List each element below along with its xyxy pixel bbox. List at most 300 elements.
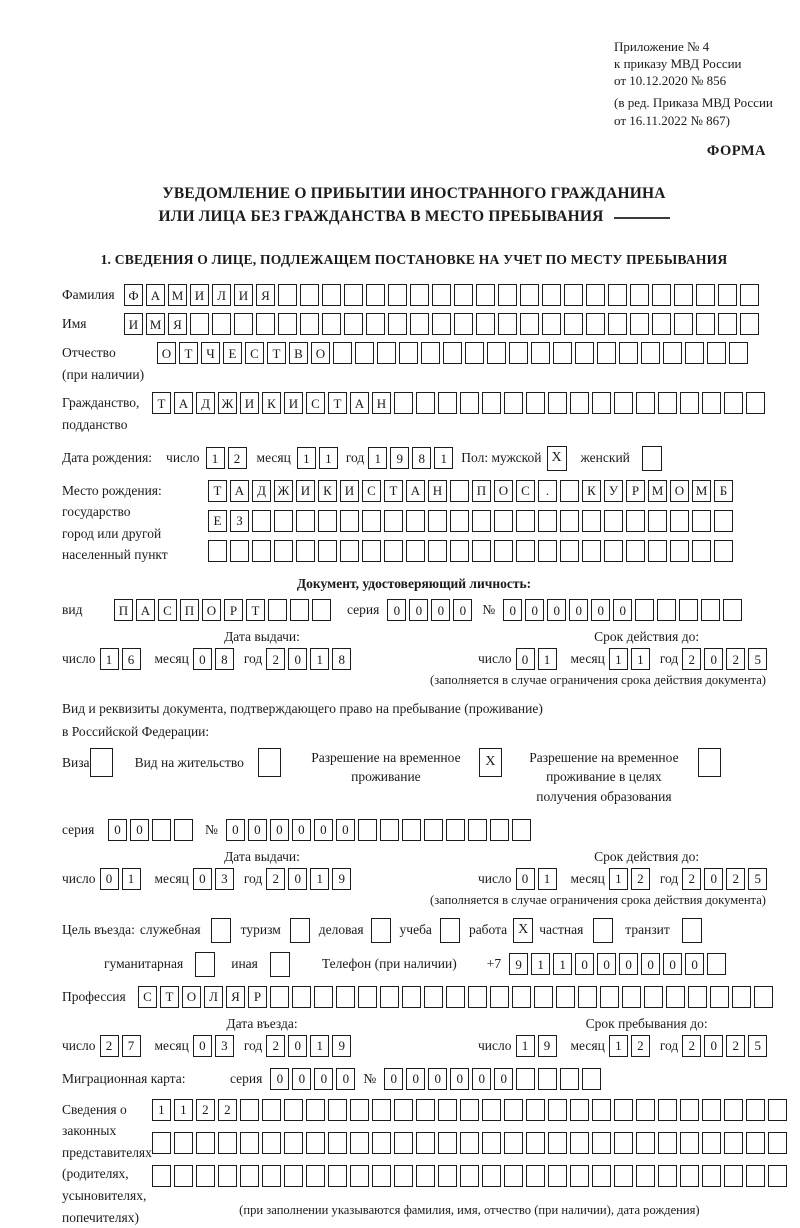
- char-box[interactable]: [685, 342, 704, 364]
- char-box[interactable]: 2: [100, 1035, 119, 1057]
- char-box[interactable]: [746, 1099, 765, 1121]
- char-box[interactable]: К: [262, 392, 281, 414]
- char-box[interactable]: 2: [228, 447, 247, 469]
- char-box[interactable]: О: [182, 986, 201, 1008]
- char-box[interactable]: 0: [288, 868, 307, 890]
- char-box[interactable]: [718, 284, 737, 306]
- char-box[interactable]: [380, 986, 399, 1008]
- char-box[interactable]: [696, 313, 715, 335]
- char-box[interactable]: [520, 284, 539, 306]
- char-box[interactable]: 0: [130, 819, 149, 841]
- char-box[interactable]: [284, 1099, 303, 1121]
- char-box[interactable]: О: [202, 599, 221, 621]
- char-box[interactable]: 8: [215, 648, 234, 670]
- char-box[interactable]: 6: [122, 648, 141, 670]
- char-box[interactable]: Ж: [274, 480, 293, 502]
- char-box[interactable]: 2: [218, 1099, 237, 1121]
- char-box[interactable]: [586, 284, 605, 306]
- char-box[interactable]: [268, 599, 287, 621]
- char-box[interactable]: [746, 1165, 765, 1187]
- char-box[interactable]: [608, 284, 627, 306]
- char-box[interactable]: 0: [248, 819, 267, 841]
- char-box[interactable]: 0: [226, 819, 245, 841]
- char-box[interactable]: С: [158, 599, 177, 621]
- char-box[interactable]: [740, 284, 759, 306]
- char-box[interactable]: П: [114, 599, 133, 621]
- char-box[interactable]: [534, 986, 553, 1008]
- char-box[interactable]: [630, 284, 649, 306]
- char-box[interactable]: [498, 313, 517, 335]
- char-box[interactable]: Р: [248, 986, 267, 1008]
- char-box[interactable]: А: [406, 480, 425, 502]
- char-box[interactable]: [526, 392, 545, 414]
- representatives-row1[interactable]: [152, 1099, 787, 1121]
- char-box[interactable]: [582, 510, 601, 532]
- char-box[interactable]: [520, 313, 539, 335]
- char-box[interactable]: 0: [613, 599, 632, 621]
- char-box[interactable]: [240, 1132, 259, 1154]
- char-box[interactable]: [658, 1132, 677, 1154]
- char-box[interactable]: [284, 1132, 303, 1154]
- char-box[interactable]: 2: [682, 868, 701, 890]
- char-box[interactable]: 9: [538, 1035, 557, 1057]
- char-box[interactable]: 2: [726, 1035, 745, 1057]
- residence-permit-checkbox[interactable]: [258, 748, 281, 777]
- char-box[interactable]: [350, 1132, 369, 1154]
- char-box[interactable]: [548, 1099, 567, 1121]
- sex-male-checkbox[interactable]: X: [547, 446, 567, 471]
- char-box[interactable]: [252, 540, 271, 562]
- char-box[interactable]: [284, 1165, 303, 1187]
- char-box[interactable]: 5: [748, 868, 767, 890]
- purpose-work-checkbox[interactable]: X: [513, 918, 533, 943]
- char-box[interactable]: 1: [516, 1035, 535, 1057]
- char-box[interactable]: 2: [196, 1099, 215, 1121]
- char-box[interactable]: [723, 599, 742, 621]
- char-box[interactable]: [424, 986, 443, 1008]
- char-box[interactable]: 2: [631, 1035, 650, 1057]
- residence-valid-year[interactable]: [682, 868, 767, 890]
- char-box[interactable]: 0: [704, 648, 723, 670]
- char-box[interactable]: [446, 986, 465, 1008]
- char-box[interactable]: [322, 284, 341, 306]
- char-box[interactable]: [542, 284, 561, 306]
- char-box[interactable]: [560, 480, 579, 502]
- char-box[interactable]: И: [340, 480, 359, 502]
- char-box[interactable]: [482, 1132, 501, 1154]
- char-box[interactable]: [512, 819, 531, 841]
- char-box[interactable]: [362, 540, 381, 562]
- birth-place-row1[interactable]: [208, 480, 733, 502]
- char-box[interactable]: [270, 986, 289, 1008]
- char-box[interactable]: [366, 313, 385, 335]
- char-box[interactable]: Н: [372, 392, 391, 414]
- char-box[interactable]: [438, 1165, 457, 1187]
- doc-valid-day[interactable]: [516, 648, 557, 670]
- representatives-row2[interactable]: [152, 1132, 787, 1154]
- char-box[interactable]: [399, 342, 418, 364]
- char-box[interactable]: 2: [726, 648, 745, 670]
- char-box[interactable]: [384, 540, 403, 562]
- char-box[interactable]: [740, 313, 759, 335]
- residence-series-boxes[interactable]: [108, 819, 193, 841]
- char-box[interactable]: [626, 540, 645, 562]
- char-box[interactable]: [710, 986, 729, 1008]
- char-box[interactable]: [652, 284, 671, 306]
- char-box[interactable]: 1: [152, 1099, 171, 1121]
- purpose-transit-checkbox[interactable]: [682, 918, 702, 943]
- char-box[interactable]: [174, 1165, 193, 1187]
- entry-month[interactable]: [193, 1035, 234, 1057]
- entry-day[interactable]: [100, 1035, 141, 1057]
- char-box[interactable]: [674, 313, 693, 335]
- char-box[interactable]: 1: [100, 648, 119, 670]
- char-box[interactable]: Д: [196, 392, 215, 414]
- char-box[interactable]: 9: [332, 868, 351, 890]
- char-box[interactable]: [516, 1068, 535, 1090]
- name-boxes[interactable]: [124, 313, 759, 335]
- char-box[interactable]: Л: [212, 284, 231, 306]
- temp-permit-checkbox[interactable]: X: [479, 748, 502, 777]
- char-box[interactable]: [702, 392, 721, 414]
- char-box[interactable]: [578, 986, 597, 1008]
- char-box[interactable]: [542, 313, 561, 335]
- char-box[interactable]: [262, 1099, 281, 1121]
- char-box[interactable]: [262, 1132, 281, 1154]
- char-box[interactable]: [377, 342, 396, 364]
- char-box[interactable]: [278, 313, 297, 335]
- entry-year[interactable]: [266, 1035, 351, 1057]
- char-box[interactable]: .: [538, 480, 557, 502]
- char-box[interactable]: [531, 342, 550, 364]
- char-box[interactable]: [482, 1099, 501, 1121]
- char-box[interactable]: [570, 392, 589, 414]
- char-box[interactable]: [487, 342, 506, 364]
- char-box[interactable]: [604, 510, 623, 532]
- char-box[interactable]: [450, 480, 469, 502]
- char-box[interactable]: [746, 392, 765, 414]
- char-box[interactable]: [432, 313, 451, 335]
- char-box[interactable]: К: [318, 480, 337, 502]
- char-box[interactable]: [350, 1099, 369, 1121]
- char-box[interactable]: [592, 1099, 611, 1121]
- char-box[interactable]: [702, 1165, 721, 1187]
- doc-series-boxes[interactable]: [387, 599, 472, 621]
- char-box[interactable]: [424, 819, 443, 841]
- char-box[interactable]: [394, 392, 413, 414]
- char-box[interactable]: [548, 1165, 567, 1187]
- char-box[interactable]: [707, 342, 726, 364]
- char-box[interactable]: [380, 819, 399, 841]
- char-box[interactable]: [450, 510, 469, 532]
- char-box[interactable]: П: [180, 599, 199, 621]
- profession-boxes[interactable]: [138, 986, 773, 1008]
- char-box[interactable]: [322, 313, 341, 335]
- char-box[interactable]: [416, 1165, 435, 1187]
- char-box[interactable]: [714, 540, 733, 562]
- char-box[interactable]: 1: [206, 447, 225, 469]
- char-box[interactable]: 1: [609, 648, 628, 670]
- char-box[interactable]: 0: [547, 599, 566, 621]
- char-box[interactable]: 9: [509, 953, 528, 975]
- char-box[interactable]: [344, 313, 363, 335]
- purpose-private-checkbox[interactable]: [593, 918, 613, 943]
- char-box[interactable]: 0: [575, 953, 594, 975]
- char-box[interactable]: [635, 599, 654, 621]
- char-box[interactable]: [300, 284, 319, 306]
- char-box[interactable]: 1: [368, 447, 387, 469]
- char-box[interactable]: 0: [663, 953, 682, 975]
- char-box[interactable]: [472, 510, 491, 532]
- char-box[interactable]: [494, 510, 513, 532]
- char-box[interactable]: 1: [553, 953, 572, 975]
- char-box[interactable]: [504, 392, 523, 414]
- char-box[interactable]: [416, 1099, 435, 1121]
- char-box[interactable]: 0: [494, 1068, 513, 1090]
- char-box[interactable]: [636, 1165, 655, 1187]
- char-box[interactable]: 1: [538, 868, 557, 890]
- char-box[interactable]: [670, 510, 689, 532]
- char-box[interactable]: 0: [569, 599, 588, 621]
- char-box[interactable]: [724, 1165, 743, 1187]
- char-box[interactable]: [696, 284, 715, 306]
- purpose-business-checkbox[interactable]: [371, 918, 391, 943]
- doc-kind-boxes[interactable]: [114, 599, 331, 621]
- char-box[interactable]: [556, 986, 575, 1008]
- char-box[interactable]: [344, 284, 363, 306]
- char-box[interactable]: [701, 599, 720, 621]
- char-box[interactable]: 0: [336, 819, 355, 841]
- char-box[interactable]: [702, 1099, 721, 1121]
- char-box[interactable]: [366, 284, 385, 306]
- char-box[interactable]: К: [582, 480, 601, 502]
- char-box[interactable]: [614, 1132, 633, 1154]
- char-box[interactable]: [648, 540, 667, 562]
- char-box[interactable]: [306, 1132, 325, 1154]
- char-box[interactable]: С: [516, 480, 535, 502]
- char-box[interactable]: [608, 313, 627, 335]
- char-box[interactable]: Ч: [201, 342, 220, 364]
- char-box[interactable]: Т: [152, 392, 171, 414]
- char-box[interactable]: [526, 1165, 545, 1187]
- char-box[interactable]: Р: [626, 480, 645, 502]
- char-box[interactable]: 3: [215, 868, 234, 890]
- char-box[interactable]: [362, 510, 381, 532]
- char-box[interactable]: [292, 986, 311, 1008]
- char-box[interactable]: 0: [288, 648, 307, 670]
- char-box[interactable]: [314, 986, 333, 1008]
- char-box[interactable]: [482, 1165, 501, 1187]
- char-box[interactable]: 0: [292, 819, 311, 841]
- char-box[interactable]: [526, 1132, 545, 1154]
- char-box[interactable]: [296, 540, 315, 562]
- char-box[interactable]: [274, 540, 293, 562]
- char-box[interactable]: [614, 392, 633, 414]
- char-box[interactable]: 0: [597, 953, 616, 975]
- char-box[interactable]: [240, 1099, 259, 1121]
- char-box[interactable]: [692, 510, 711, 532]
- char-box[interactable]: 0: [292, 1068, 311, 1090]
- char-box[interactable]: [476, 313, 495, 335]
- char-box[interactable]: [312, 599, 331, 621]
- char-box[interactable]: [421, 342, 440, 364]
- doc-issue-year[interactable]: [266, 648, 351, 670]
- char-box[interactable]: Н: [428, 480, 447, 502]
- char-box[interactable]: [658, 392, 677, 414]
- purpose-official-checkbox[interactable]: [211, 918, 231, 943]
- char-box[interactable]: [454, 313, 473, 335]
- char-box[interactable]: [663, 342, 682, 364]
- char-box[interactable]: [670, 540, 689, 562]
- citizenship-boxes[interactable]: [152, 392, 765, 414]
- char-box[interactable]: 0: [428, 1068, 447, 1090]
- migration-number-boxes[interactable]: [384, 1068, 601, 1090]
- char-box[interactable]: [538, 540, 557, 562]
- char-box[interactable]: И: [296, 480, 315, 502]
- char-box[interactable]: 0: [503, 599, 522, 621]
- char-box[interactable]: И: [124, 313, 143, 335]
- char-box[interactable]: [290, 599, 309, 621]
- char-box[interactable]: А: [174, 392, 193, 414]
- char-box[interactable]: 9: [390, 447, 409, 469]
- char-box[interactable]: М: [648, 480, 667, 502]
- residence-issue-month[interactable]: [193, 868, 234, 890]
- char-box[interactable]: [754, 986, 773, 1008]
- char-box[interactable]: [592, 1165, 611, 1187]
- char-box[interactable]: [626, 510, 645, 532]
- char-box[interactable]: [714, 510, 733, 532]
- char-box[interactable]: [446, 819, 465, 841]
- stay-month[interactable]: [609, 1035, 650, 1057]
- char-box[interactable]: О: [494, 480, 513, 502]
- doc-issue-day[interactable]: [100, 648, 141, 670]
- char-box[interactable]: [636, 1132, 655, 1154]
- char-box[interactable]: [652, 313, 671, 335]
- doc-valid-year[interactable]: [682, 648, 767, 670]
- char-box[interactable]: [468, 819, 487, 841]
- char-box[interactable]: [548, 392, 567, 414]
- residence-valid-day[interactable]: [516, 868, 557, 890]
- char-box[interactable]: [262, 1165, 281, 1187]
- char-box[interactable]: [560, 510, 579, 532]
- char-box[interactable]: [679, 599, 698, 621]
- char-box[interactable]: [666, 986, 685, 1008]
- char-box[interactable]: [174, 1132, 193, 1154]
- char-box[interactable]: 1: [319, 447, 338, 469]
- char-box[interactable]: 0: [193, 868, 212, 890]
- char-box[interactable]: [724, 1132, 743, 1154]
- char-box[interactable]: 9: [332, 1035, 351, 1057]
- char-box[interactable]: 8: [332, 648, 351, 670]
- purpose-other-checkbox[interactable]: [270, 952, 290, 977]
- char-box[interactable]: Т: [328, 392, 347, 414]
- char-box[interactable]: 0: [193, 648, 212, 670]
- char-box[interactable]: Т: [267, 342, 286, 364]
- char-box[interactable]: 0: [270, 1068, 289, 1090]
- edu-permit-checkbox[interactable]: [698, 748, 721, 777]
- char-box[interactable]: 0: [193, 1035, 212, 1057]
- char-box[interactable]: Я: [226, 986, 245, 1008]
- char-box[interactable]: [575, 342, 594, 364]
- char-box[interactable]: 0: [314, 1068, 333, 1090]
- char-box[interactable]: [490, 819, 509, 841]
- stay-year[interactable]: [682, 1035, 767, 1057]
- birth-place-row2[interactable]: [208, 510, 733, 532]
- char-box[interactable]: [340, 540, 359, 562]
- char-box[interactable]: [597, 342, 616, 364]
- char-box[interactable]: [318, 510, 337, 532]
- char-box[interactable]: 3: [215, 1035, 234, 1057]
- char-box[interactable]: 0: [591, 599, 610, 621]
- char-box[interactable]: [296, 510, 315, 532]
- char-box[interactable]: 1: [609, 1035, 628, 1057]
- char-box[interactable]: [208, 540, 227, 562]
- char-box[interactable]: [410, 313, 429, 335]
- representatives-row3[interactable]: [152, 1165, 787, 1187]
- char-box[interactable]: [490, 986, 509, 1008]
- char-box[interactable]: Р: [224, 599, 243, 621]
- char-box[interactable]: О: [157, 342, 176, 364]
- char-box[interactable]: [230, 540, 249, 562]
- visa-checkbox[interactable]: [90, 748, 113, 777]
- char-box[interactable]: М: [168, 284, 187, 306]
- char-box[interactable]: П: [472, 480, 491, 502]
- char-box[interactable]: [512, 986, 531, 1008]
- char-box[interactable]: [438, 1099, 457, 1121]
- char-box[interactable]: М: [146, 313, 165, 335]
- char-box[interactable]: Т: [384, 480, 403, 502]
- doc-valid-month[interactable]: [609, 648, 650, 670]
- char-box[interactable]: [592, 392, 611, 414]
- char-box[interactable]: [553, 342, 572, 364]
- char-box[interactable]: Т: [246, 599, 265, 621]
- char-box[interactable]: 0: [108, 819, 127, 841]
- char-box[interactable]: 0: [270, 819, 289, 841]
- char-box[interactable]: 0: [384, 1068, 403, 1090]
- char-box[interactable]: [328, 1132, 347, 1154]
- char-box[interactable]: [538, 510, 557, 532]
- char-box[interactable]: 1: [122, 868, 141, 890]
- char-box[interactable]: [498, 284, 517, 306]
- char-box[interactable]: [658, 1099, 677, 1121]
- char-box[interactable]: [428, 510, 447, 532]
- char-box[interactable]: [358, 986, 377, 1008]
- char-box[interactable]: 0: [314, 819, 333, 841]
- char-box[interactable]: [394, 1132, 413, 1154]
- char-box[interactable]: [680, 1099, 699, 1121]
- char-box[interactable]: [318, 540, 337, 562]
- char-box[interactable]: 0: [336, 1068, 355, 1090]
- char-box[interactable]: Т: [179, 342, 198, 364]
- char-box[interactable]: [688, 986, 707, 1008]
- doc-number-boxes[interactable]: [503, 599, 742, 621]
- char-box[interactable]: [394, 1165, 413, 1187]
- char-box[interactable]: 2: [631, 868, 650, 890]
- char-box[interactable]: [570, 1165, 589, 1187]
- char-box[interactable]: [460, 392, 479, 414]
- char-box[interactable]: В: [289, 342, 308, 364]
- residence-number-boxes[interactable]: [226, 819, 531, 841]
- char-box[interactable]: [212, 313, 231, 335]
- char-box[interactable]: [619, 342, 638, 364]
- char-box[interactable]: [768, 1132, 787, 1154]
- char-box[interactable]: У: [604, 480, 623, 502]
- char-box[interactable]: [680, 1132, 699, 1154]
- char-box[interactable]: 1: [310, 648, 329, 670]
- char-box[interactable]: [622, 986, 641, 1008]
- birth-day-boxes[interactable]: [206, 447, 247, 469]
- char-box[interactable]: [274, 510, 293, 532]
